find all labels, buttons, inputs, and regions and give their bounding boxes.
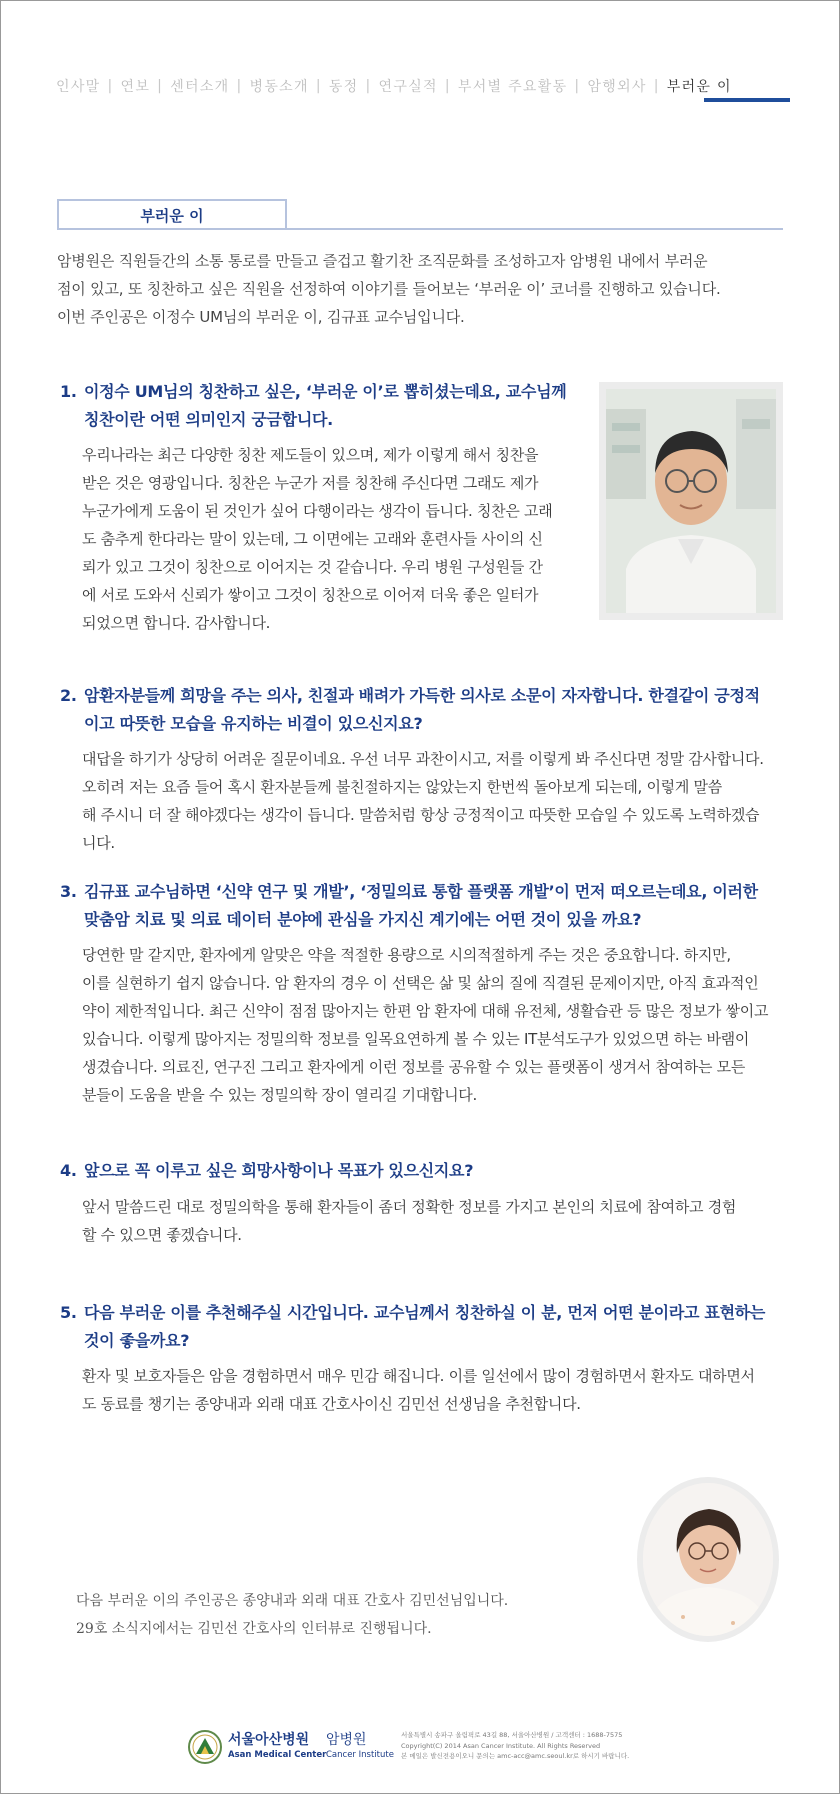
answer-line: 되었으면 합니다. 감사합니다. bbox=[82, 614, 271, 632]
nurse-portrait-icon bbox=[643, 1483, 773, 1636]
question-line: 칭찬이란 어떤 의미인지 궁금합니다. bbox=[84, 410, 333, 429]
footer-address bbox=[401, 1730, 629, 1762]
answer-line: 받은 것은 영광입니다. 칭찬은 누군가 저를 칭찬해 주신다면 그래도 제가 bbox=[82, 474, 539, 492]
question-line: 이고 따뜻한 모습을 유지하는 비결이 있으신지요? bbox=[84, 714, 423, 733]
answer-3 bbox=[82, 941, 782, 1109]
answer-2 bbox=[82, 745, 782, 857]
nav-separator: | bbox=[574, 78, 581, 94]
nav-item-greeting[interactable]: 인사말 bbox=[56, 79, 101, 95]
answer-line: 당연한 말 같지만, 환자에게 알맞은 약을 적절한 용량으로 시의적절하게 주는 것은 중요합니다. 하지만, bbox=[82, 946, 731, 964]
question-number: 4. bbox=[60, 1161, 77, 1180]
question-4 bbox=[60, 1157, 790, 1185]
nav-item-annual-report[interactable]: 연보 bbox=[120, 79, 151, 95]
nav-separator: | bbox=[107, 78, 114, 94]
answer-4 bbox=[82, 1193, 782, 1249]
nav-item-secret-inspector[interactable]: 암행외사 bbox=[587, 79, 647, 95]
top-navigation bbox=[56, 76, 790, 104]
nav-item-news[interactable]: 동정 bbox=[328, 79, 359, 95]
closing-line: 다음 부러운 이의 주인공은 종양내과 외래 대표 간호사 김민선님입니다. bbox=[76, 1593, 509, 1609]
footer-address-line: 서울특별시 송파구 올림픽로 43길 88, 서울아산병원 / 고객센터 : 1688-7575 bbox=[401, 1731, 623, 1739]
answer-line: 우리나라는 최근 다양한 칭찬 제도들이 있으며, 제가 이렇게 해서 칭찬을 bbox=[82, 446, 539, 464]
intro-line: 암병원은 직원들간의 소통 통로를 만들고 즐겁고 활기찬 조직문화를 조성하고자 암병원 내에서 부러운 bbox=[57, 252, 708, 270]
intro-paragraph bbox=[57, 247, 783, 331]
closing-note bbox=[76, 1587, 508, 1643]
answer-line: 니다. bbox=[82, 834, 115, 852]
nav-separator: | bbox=[653, 78, 660, 94]
answer-line: 있습니다. 이렇게 많아지는 정밀의학 정보를 일목요연하게 볼 수 있는 IT분석도구가 있었으면 하는 바램이 bbox=[82, 1030, 750, 1048]
answer-line: 생겼습니다. 의료진, 연구진 그리고 환자에게 이런 정보를 공유할 수 있는 플랫폼이 생겨서 참여하는 모든 bbox=[82, 1058, 746, 1076]
answer-1 bbox=[82, 441, 576, 637]
professor-photo-image bbox=[606, 389, 776, 613]
question-line: 맞춤암 치료 및 의료 데이터 분야에 관심을 가지신 계기에는 어떤 것이 있을 까요? bbox=[84, 910, 642, 929]
answer-line: 오히려 저는 요즘 들어 혹시 환자분들께 불친절하지는 않았는지 한번씩 돌아보게 되는데, 이렇게 말씀 bbox=[82, 778, 722, 796]
nurse-photo bbox=[637, 1477, 779, 1642]
answer-line: 약이 제한적입니다. 최근 신약이 점점 많아지는 한편 암 환자에 대해 유전체, 생활습관 등 많은 정보가 쌓이고 bbox=[82, 1002, 769, 1020]
question-line: 암환자분들께 희망을 주는 의사, 친절과 배려가 가득한 의사로 소문이 자자합니다. 한결같이 긍정적 bbox=[84, 686, 760, 705]
answer-line: 분들이 도움을 받을 수 있는 정밀의학 장이 열리길 기대합니다. bbox=[82, 1086, 477, 1104]
professor-photo bbox=[599, 382, 783, 620]
answer-line: 할 수 있으면 좋겠습니다. bbox=[82, 1226, 242, 1244]
answer-line: 해 주시니 더 잘 해야겠다는 생각이 듭니다. 말씀처럼 항상 긍정적이고 따뜻한 모습일 수 있도록 노력하겠습 bbox=[82, 806, 760, 824]
question-3 bbox=[60, 878, 790, 934]
hospital-logo-icon[interactable] bbox=[188, 1730, 222, 1764]
answer-line: 환자 및 보호자들은 암을 경험하면서 매우 민감 해집니다. 이를 일선에서 많이 경험하면서 환자도 대하면서 bbox=[82, 1367, 755, 1385]
section-divider bbox=[57, 228, 783, 230]
active-nav-underline bbox=[704, 98, 790, 102]
question-line: 것이 좋을까요? bbox=[84, 1331, 190, 1350]
section-title: 부러운 이 bbox=[57, 199, 287, 229]
nav-list bbox=[56, 76, 790, 96]
nav-separator: | bbox=[157, 78, 164, 94]
question-line: 이정수 UM님의 칭찬하고 싶은, ‘부러운 이’로 뽑히셨는데요, 교수님께 bbox=[84, 382, 567, 401]
question-5 bbox=[60, 1299, 790, 1355]
professor-portrait-icon bbox=[606, 389, 776, 613]
unit-name-english: Cancer Institute bbox=[326, 1750, 394, 1760]
answer-line: 누군가에게 도움이 된 것인가 싶어 다행이라는 생각이 듭니다. 칭찬은 고래 bbox=[82, 502, 553, 520]
nurse-photo-image bbox=[643, 1483, 773, 1636]
question-line: 김규표 교수님하면 ‘신약 연구 및 개발’, ‘정밀의료 통합 플랫폼 개발’이 먼저 떠오르는데요, 이러한 bbox=[84, 882, 758, 901]
intro-line: 이번 주인공은 이정수 UM님의 부러운 이, 김규표 교수님입니다. bbox=[57, 308, 465, 326]
nav-separator: | bbox=[365, 78, 372, 94]
nav-item-center-intro[interactable]: 센터소개 bbox=[170, 79, 230, 95]
intro-line: 점이 있고, 또 칭찬하고 싶은 직원을 선정하여 이야기를 들어보는 ‘부러운 이’ 코너를 진행하고 있습니다. bbox=[57, 280, 721, 298]
nav-item-department-activities[interactable]: 부서별 주요활동 bbox=[457, 79, 568, 95]
answer-line: 뢰가 있고 그것이 칭찬으로 이어지는 것 같습니다. 우리 병원 구성원들 간 bbox=[82, 558, 543, 576]
nav-item-research[interactable]: 연구실적 bbox=[378, 79, 438, 95]
org-name-english: Asan Medical Center bbox=[228, 1750, 327, 1760]
closing-line: 29호 소식지에서는 김민선 간호사의 인터뷰로 진행됩니다. bbox=[76, 1621, 432, 1637]
question-line: 앞으로 꼭 이루고 싶은 희망사항이나 목표가 있으신지요? bbox=[84, 1161, 474, 1180]
nav-item-envy-one[interactable]: 부러운 이 bbox=[666, 79, 732, 95]
answer-line: 도 춤추게 한다라는 말이 있는데, 그 이면에는 고래와 훈련사들 사이의 신 bbox=[82, 530, 543, 548]
footer-copyright: Copyright(C) 2014 Asan Cancer Institute. All Rights Reserved bbox=[401, 1741, 601, 1750]
question-number: 5. bbox=[60, 1303, 77, 1322]
answer-line: 대답을 하기가 상당히 어려운 질문이네요. 우선 너무 과찬이시고, 저를 이렇게 봐 주신다면 정말 감사합니다. bbox=[82, 750, 764, 768]
answer-line: 앞서 말씀드린 대로 정밀의학을 통해 환자들이 좀더 정확한 정보를 가지고 본인의 치료에 참여하고 경험 bbox=[82, 1198, 737, 1216]
footer bbox=[188, 1728, 648, 1768]
question-1 bbox=[60, 378, 590, 434]
answer-line: 이를 실현하기 쉽지 않습니다. 암 환자의 경우 이 선택은 삶 및 삶의 질에 직결된 문제이지만, 아직 효과적인 bbox=[82, 974, 759, 992]
question-number: 1. bbox=[60, 382, 77, 401]
question-2 bbox=[60, 682, 790, 738]
nav-separator: | bbox=[236, 78, 243, 94]
nav-item-ward-intro[interactable]: 병동소개 bbox=[249, 79, 309, 95]
org-name-korean: 서울아산병원 bbox=[228, 1732, 310, 1748]
footer-contact-line[interactable]: 본 메일은 발신전용이오니 문의는 amc-acc@amc.seoul.kr로 하시기 바랍니다. bbox=[401, 1752, 630, 1760]
question-number: 2. bbox=[60, 686, 77, 705]
nav-separator: | bbox=[444, 78, 451, 94]
answer-5 bbox=[82, 1362, 782, 1418]
answer-line: 도 동료를 챙기는 종양내과 외래 대표 간호사이신 김민선 선생님을 추천합니다. bbox=[82, 1395, 581, 1413]
unit-name-korean: 암병원 bbox=[326, 1732, 367, 1748]
question-line: 다음 부러운 이를 추천해주실 시간입니다. 교수님께서 칭찬하실 이 분, 먼저 어떤 분이라고 표현하는 bbox=[84, 1303, 766, 1322]
answer-line: 에 서로 도와서 신뢰가 쌓이고 그것이 칭찬으로 이어져 더욱 좋은 일터가 bbox=[82, 586, 539, 604]
question-number: 3. bbox=[60, 882, 77, 901]
nav-separator: | bbox=[315, 78, 322, 94]
